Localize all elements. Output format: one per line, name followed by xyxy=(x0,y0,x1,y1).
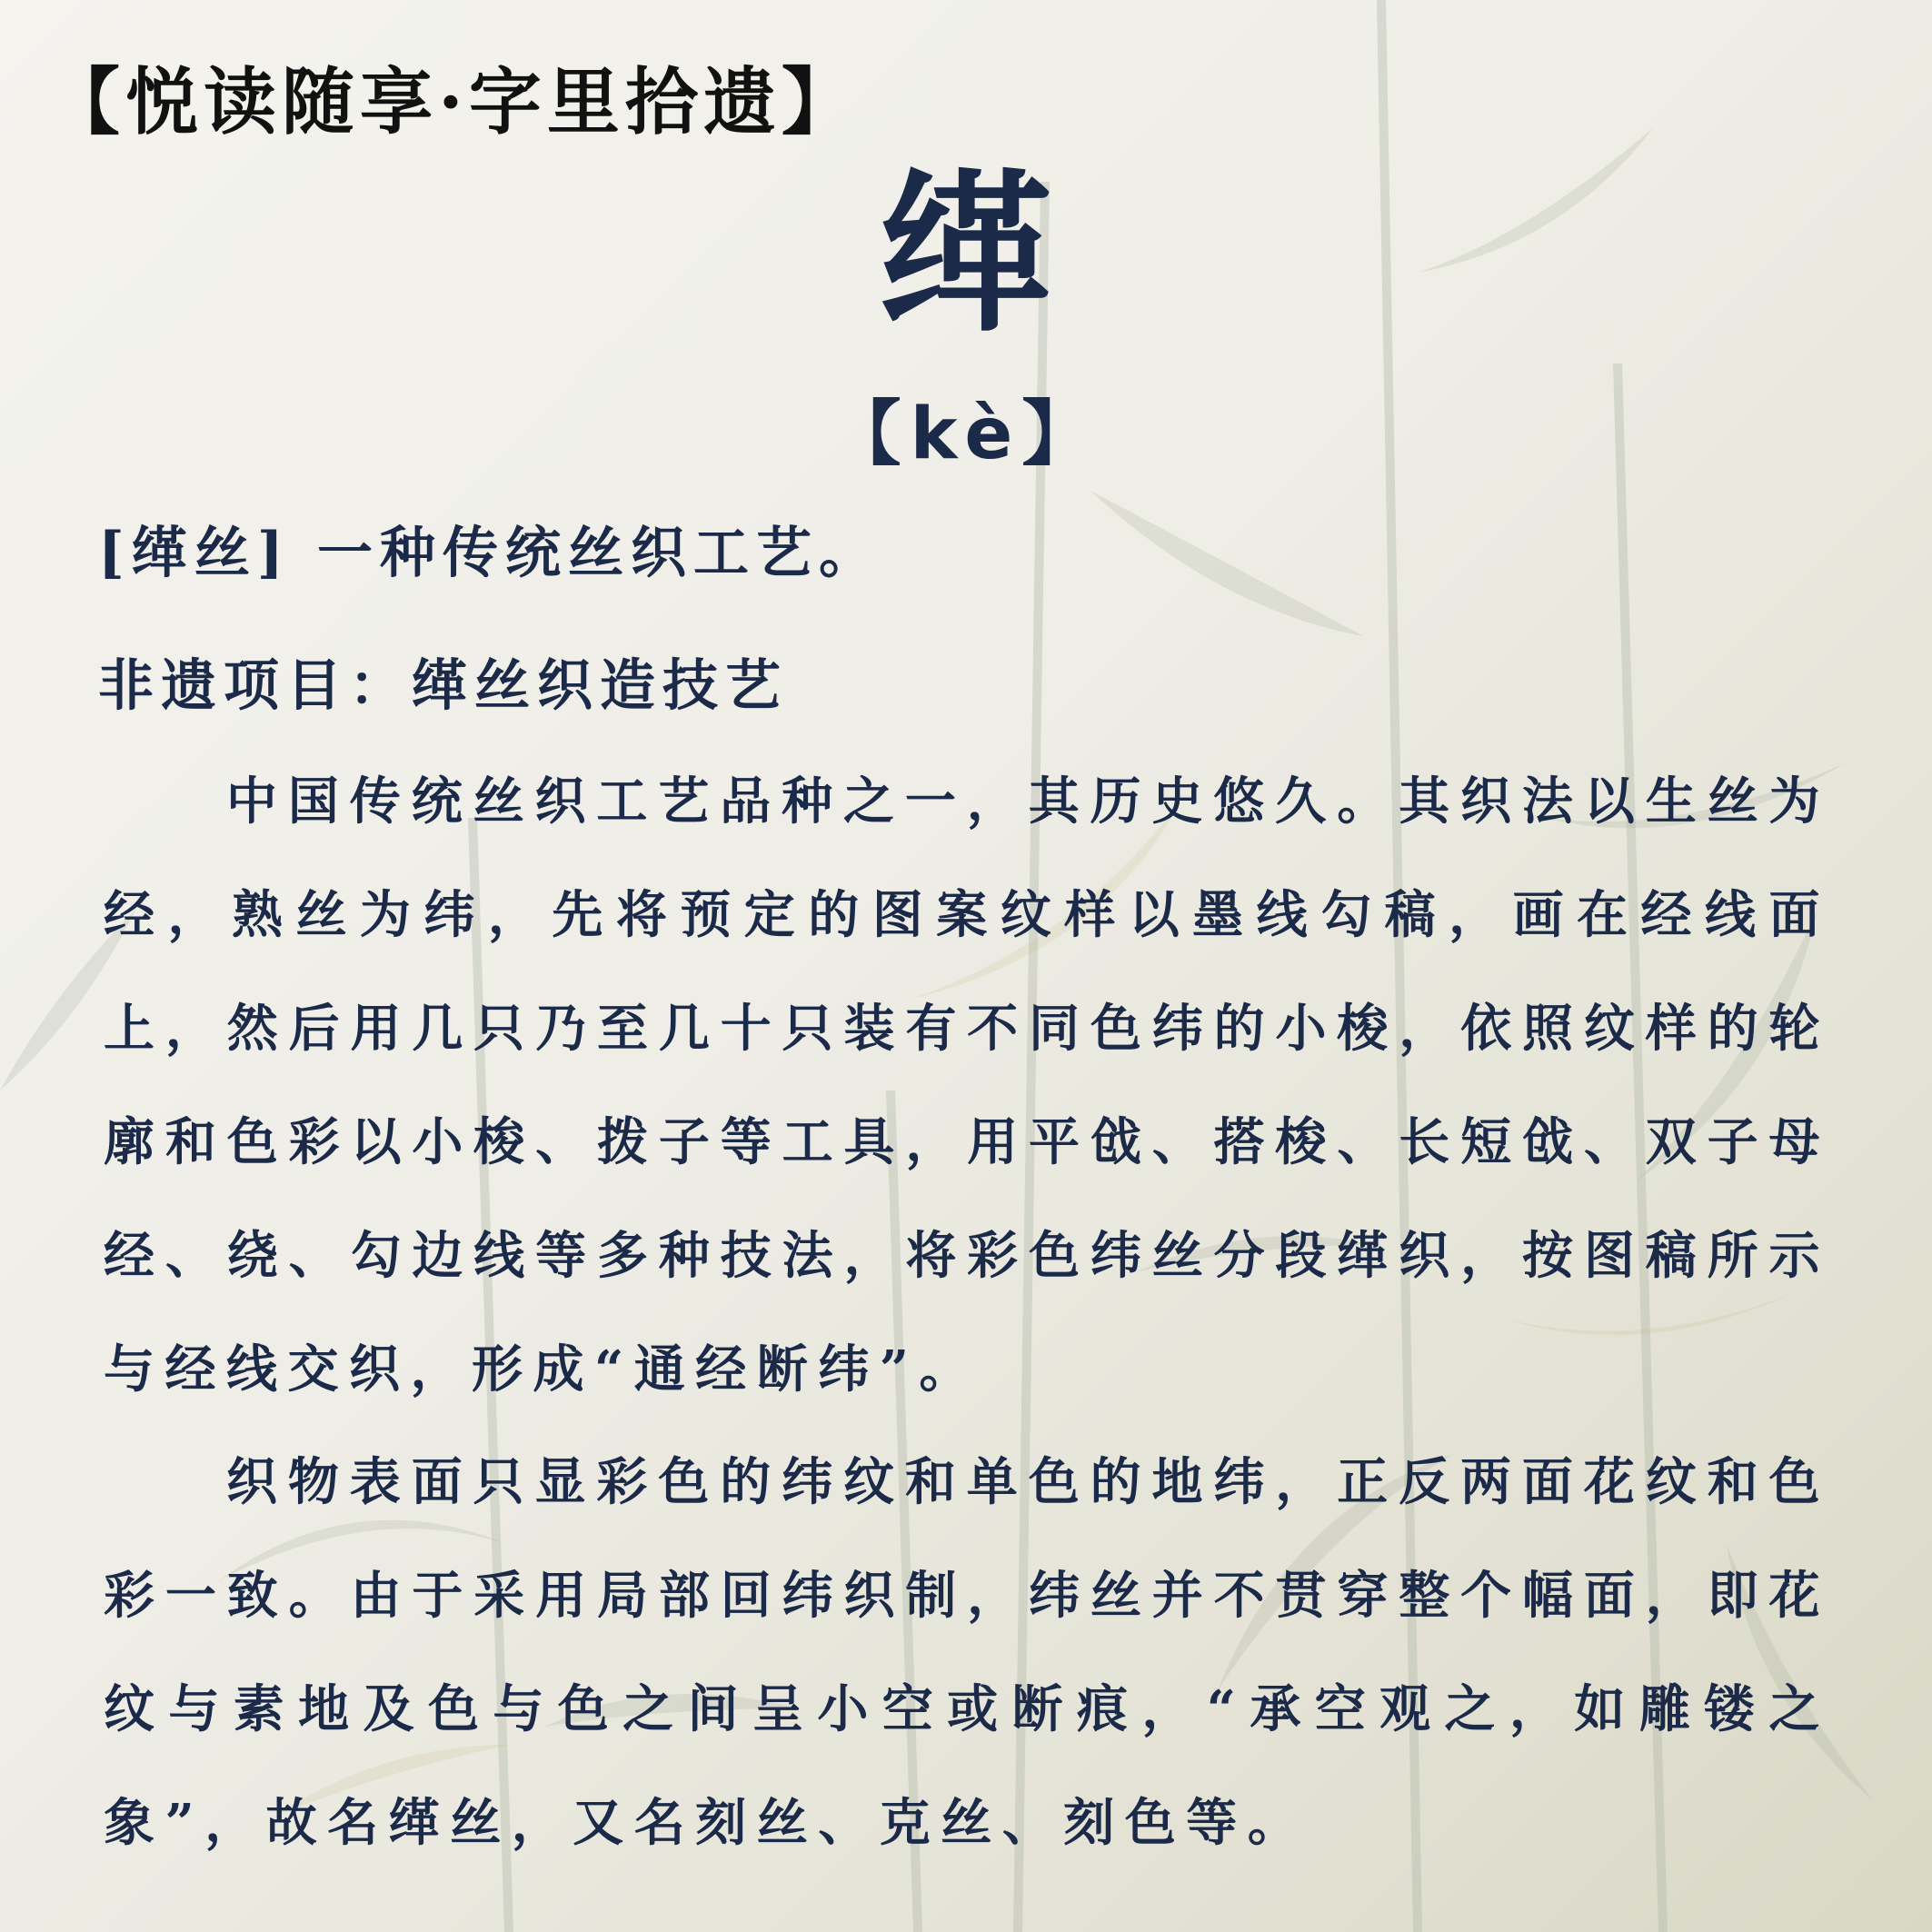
series-title: 【悦读随享·字里拾遗】 xyxy=(47,59,860,144)
definition: [缂丝] 一种传统丝织工艺。 xyxy=(98,521,881,585)
paragraph: 织物表面只显彩色的纬纹和单色的地纬，正反两面花纹和色彩一致。由于采用局部回纬织制，纬丝并不贯穿整个幅面，即花纹与素地及色与色之间呈小空或断痕，“承空观之，如雕镂之象”，故名缂丝，又名刻丝、克丝、刻色等。 xyxy=(104,1452,1830,1853)
heritage-item: 非遗项目：缂丝织造技艺 xyxy=(98,653,789,718)
featured-character: 缂 xyxy=(879,153,1052,355)
paragraph: 中国传统丝织工艺品种之一，其历史悠久。其织法以生丝为经，熟丝为纬，先将预定的图案纹样以墨线勾稿，画在经线面上，然后用几只乃至几十只装有不同色纬的小梭，依照纹样的轮廓和色彩以小梭、拨子等工具，用平戗、搭梭、长短戗、双子母经、绕、勾边线等多种技法，将彩色纬丝分段缂织，按图稿所示与经线交织，形成“通经断纬”。 xyxy=(104,772,1830,1399)
pinyin: 【kè】 xyxy=(830,393,1102,475)
